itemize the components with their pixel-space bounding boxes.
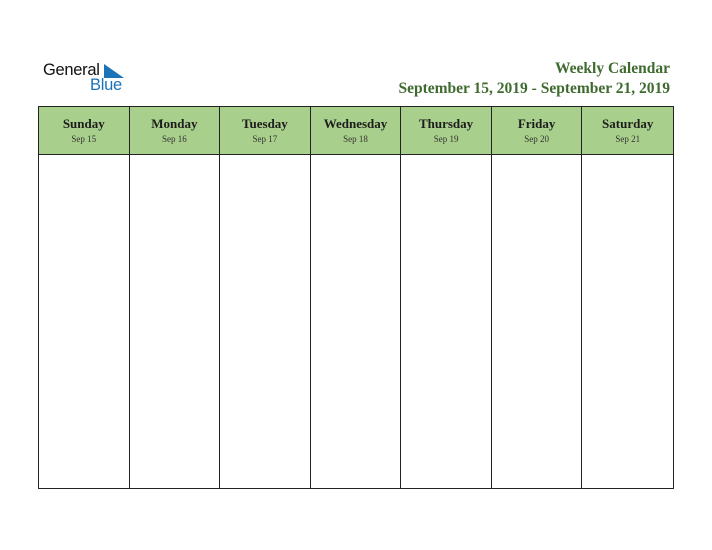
day-date: Sep 21 [615, 134, 641, 144]
day-date: Sep 19 [433, 134, 459, 144]
logo-word-blue: Blue [90, 76, 122, 94]
day-name: Sunday [62, 116, 105, 131]
day-header-wednesday [311, 107, 402, 155]
day-name: Wednesday [323, 116, 388, 131]
day-date: Sep 18 [343, 134, 368, 144]
day-cell-monday[interactable] [130, 155, 221, 488]
day-header-sunday [39, 107, 130, 155]
day-header-monday [130, 107, 221, 155]
day-cell-thursday[interactable] [401, 155, 492, 488]
date-range: September 15, 2019 - September 21, 2019 [398, 80, 670, 97]
day-date: Sep 17 [252, 134, 278, 144]
day-cell-sunday[interactable] [39, 155, 130, 488]
day-name: Saturday [602, 116, 654, 131]
day-cell-friday[interactable] [492, 155, 583, 488]
day-cell-saturday[interactable] [582, 155, 673, 488]
calendar-header [398, 59, 670, 98]
logo-word-general: General [43, 61, 100, 79]
logo [43, 60, 133, 96]
page-title: Weekly Calendar [555, 60, 670, 77]
day-date: Sep 20 [524, 134, 549, 144]
day-name: Friday [517, 116, 556, 131]
day-header-thursday [401, 107, 492, 155]
day-name: Tuesday [242, 116, 288, 131]
day-header-saturday [582, 107, 673, 155]
day-name: Thursday [418, 116, 474, 131]
day-date: Sep 16 [161, 134, 187, 144]
day-cell-wednesday[interactable] [311, 155, 402, 488]
week-grid [38, 106, 674, 489]
day-header-friday [492, 107, 583, 155]
day-date: Sep 15 [71, 134, 97, 144]
day-name: Monday [151, 116, 198, 131]
day-cell-tuesday[interactable] [220, 155, 311, 488]
day-header-tuesday [220, 107, 311, 155]
